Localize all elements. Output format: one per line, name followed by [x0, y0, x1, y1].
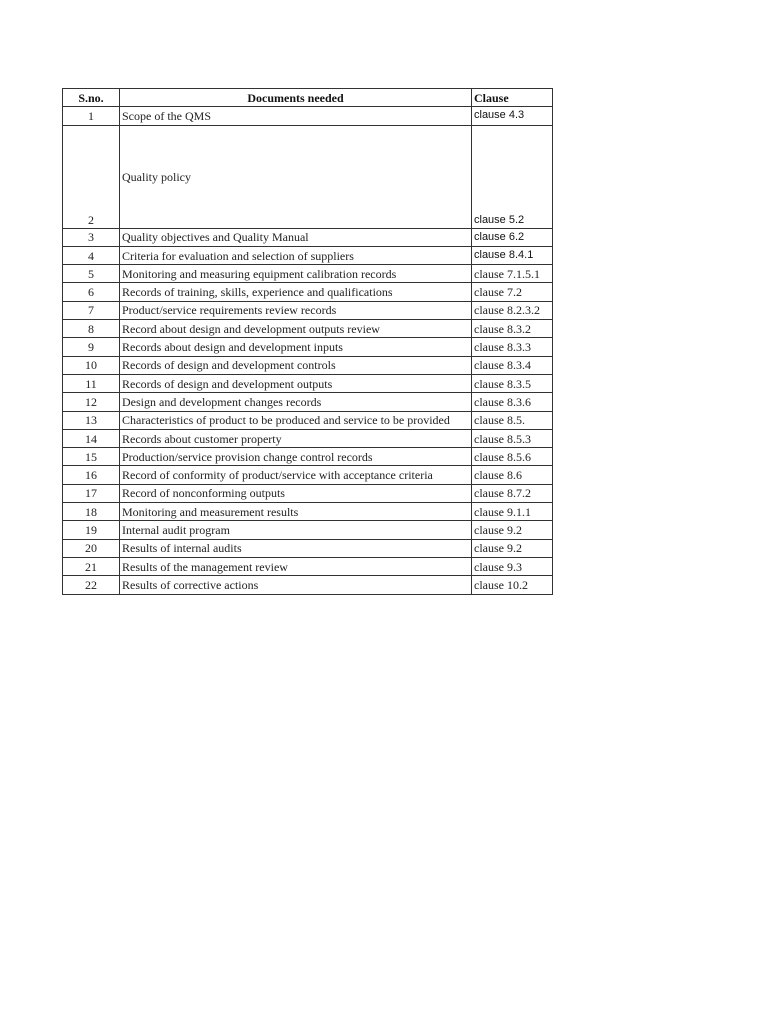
row-document: Record of conformity of product/service with acceptance criteria — [120, 466, 472, 484]
table-row — [63, 411, 553, 429]
row-document: Records of training, skills, experience and qualifications — [120, 283, 472, 301]
row-document: Records of design and development controls — [120, 356, 472, 374]
row-clause: clause 9.2 — [472, 521, 553, 539]
row-sno: 13 — [63, 411, 120, 429]
row-sno: 4 — [63, 246, 120, 264]
row-document: Results of corrective actions — [120, 576, 472, 594]
row-clause: clause 8.4.1 — [472, 246, 553, 264]
row-clause: clause 8.3.2 — [472, 320, 553, 338]
header-documents-needed: Documents needed — [120, 89, 472, 107]
table-row — [63, 265, 553, 283]
row-document: Product/service requirements review records — [120, 301, 472, 319]
row-clause: clause 8.5.3 — [472, 429, 553, 447]
row-document: Design and development changes records — [120, 393, 472, 411]
row-clause: clause 8.5. — [472, 411, 553, 429]
row-clause: clause 7.1.5.1 — [472, 265, 553, 283]
row-clause: clause 8.2.3.2 — [472, 301, 553, 319]
row-sno: 22 — [63, 576, 120, 594]
row-clause: clause 8.6 — [472, 466, 553, 484]
table-header-row — [63, 89, 553, 107]
row-sno: 1 — [63, 107, 120, 125]
row-clause: clause 8.3.3 — [472, 338, 553, 356]
row-clause: clause 10.2 — [472, 576, 553, 594]
table-row — [63, 301, 553, 319]
row-document: Records of design and development outputs — [120, 374, 472, 392]
row-document: Quality policy — [120, 125, 472, 228]
row-sno: 14 — [63, 429, 120, 447]
table-row — [63, 338, 553, 356]
row-document: Scope of the QMS — [120, 107, 472, 125]
row-sno: 3 — [63, 228, 120, 246]
table-row — [63, 466, 553, 484]
row-sno: 10 — [63, 356, 120, 374]
row-sno: 21 — [63, 557, 120, 575]
row-clause: clause 4.3 — [472, 107, 553, 125]
row-sno: 11 — [63, 374, 120, 392]
row-clause: clause 8.7.2 — [472, 484, 553, 502]
row-clause: clause 6.2 — [472, 228, 553, 246]
row-clause: clause 8.3.5 — [472, 374, 553, 392]
row-sno: 2 — [63, 125, 120, 228]
row-document: Results of the management review — [120, 557, 472, 575]
table-row — [63, 503, 553, 521]
table-row — [63, 228, 553, 246]
table-row — [63, 521, 553, 539]
row-clause: clause 9.3 — [472, 557, 553, 575]
row-document: Internal audit program — [120, 521, 472, 539]
row-document: Records about customer property — [120, 429, 472, 447]
row-document: Monitoring and measuring equipment calibration records — [120, 265, 472, 283]
row-document: Records about design and development inputs — [120, 338, 472, 356]
table-row — [63, 283, 553, 301]
row-document: Monitoring and measurement results — [120, 503, 472, 521]
table-row — [63, 557, 553, 575]
row-document: Production/service provision change control records — [120, 448, 472, 466]
row-clause: clause 8.3.6 — [472, 393, 553, 411]
row-sno: 16 — [63, 466, 120, 484]
table-row — [63, 484, 553, 502]
table-row — [63, 429, 553, 447]
row-sno: 18 — [63, 503, 120, 521]
header-sno: S.no. — [63, 89, 120, 107]
documents-table — [62, 88, 553, 595]
row-sno: 20 — [63, 539, 120, 557]
header-clause: Clause — [472, 89, 553, 107]
row-clause: clause 8.5.6 — [472, 448, 553, 466]
table-row — [63, 356, 553, 374]
row-sno: 17 — [63, 484, 120, 502]
row-document: Criteria for evaluation and selection of suppliers — [120, 246, 472, 264]
table-row — [63, 107, 553, 125]
row-document: Results of internal audits — [120, 539, 472, 557]
row-sno: 19 — [63, 521, 120, 539]
row-sno: 7 — [63, 301, 120, 319]
row-sno: 9 — [63, 338, 120, 356]
row-document: Characteristics of product to be produced and service to be provided — [120, 411, 472, 429]
row-sno: 5 — [63, 265, 120, 283]
table-row — [63, 374, 553, 392]
row-document: Quality objectives and Quality Manual — [120, 228, 472, 246]
table-row — [63, 539, 553, 557]
table-row — [63, 448, 553, 466]
row-clause: clause 9.1.1 — [472, 503, 553, 521]
row-sno: 8 — [63, 320, 120, 338]
row-document: Record of nonconforming outputs — [120, 484, 472, 502]
table-row — [63, 393, 553, 411]
table-row — [63, 125, 553, 228]
table-row — [63, 576, 553, 594]
row-clause: clause 7.2 — [472, 283, 553, 301]
row-clause: clause 5.2 — [472, 125, 553, 228]
row-sno: 6 — [63, 283, 120, 301]
row-clause: clause 8.3.4 — [472, 356, 553, 374]
table-row — [63, 246, 553, 264]
table-row — [63, 320, 553, 338]
row-sno: 12 — [63, 393, 120, 411]
row-sno: 15 — [63, 448, 120, 466]
row-document: Record about design and development outputs review — [120, 320, 472, 338]
row-clause: clause 9.2 — [472, 539, 553, 557]
